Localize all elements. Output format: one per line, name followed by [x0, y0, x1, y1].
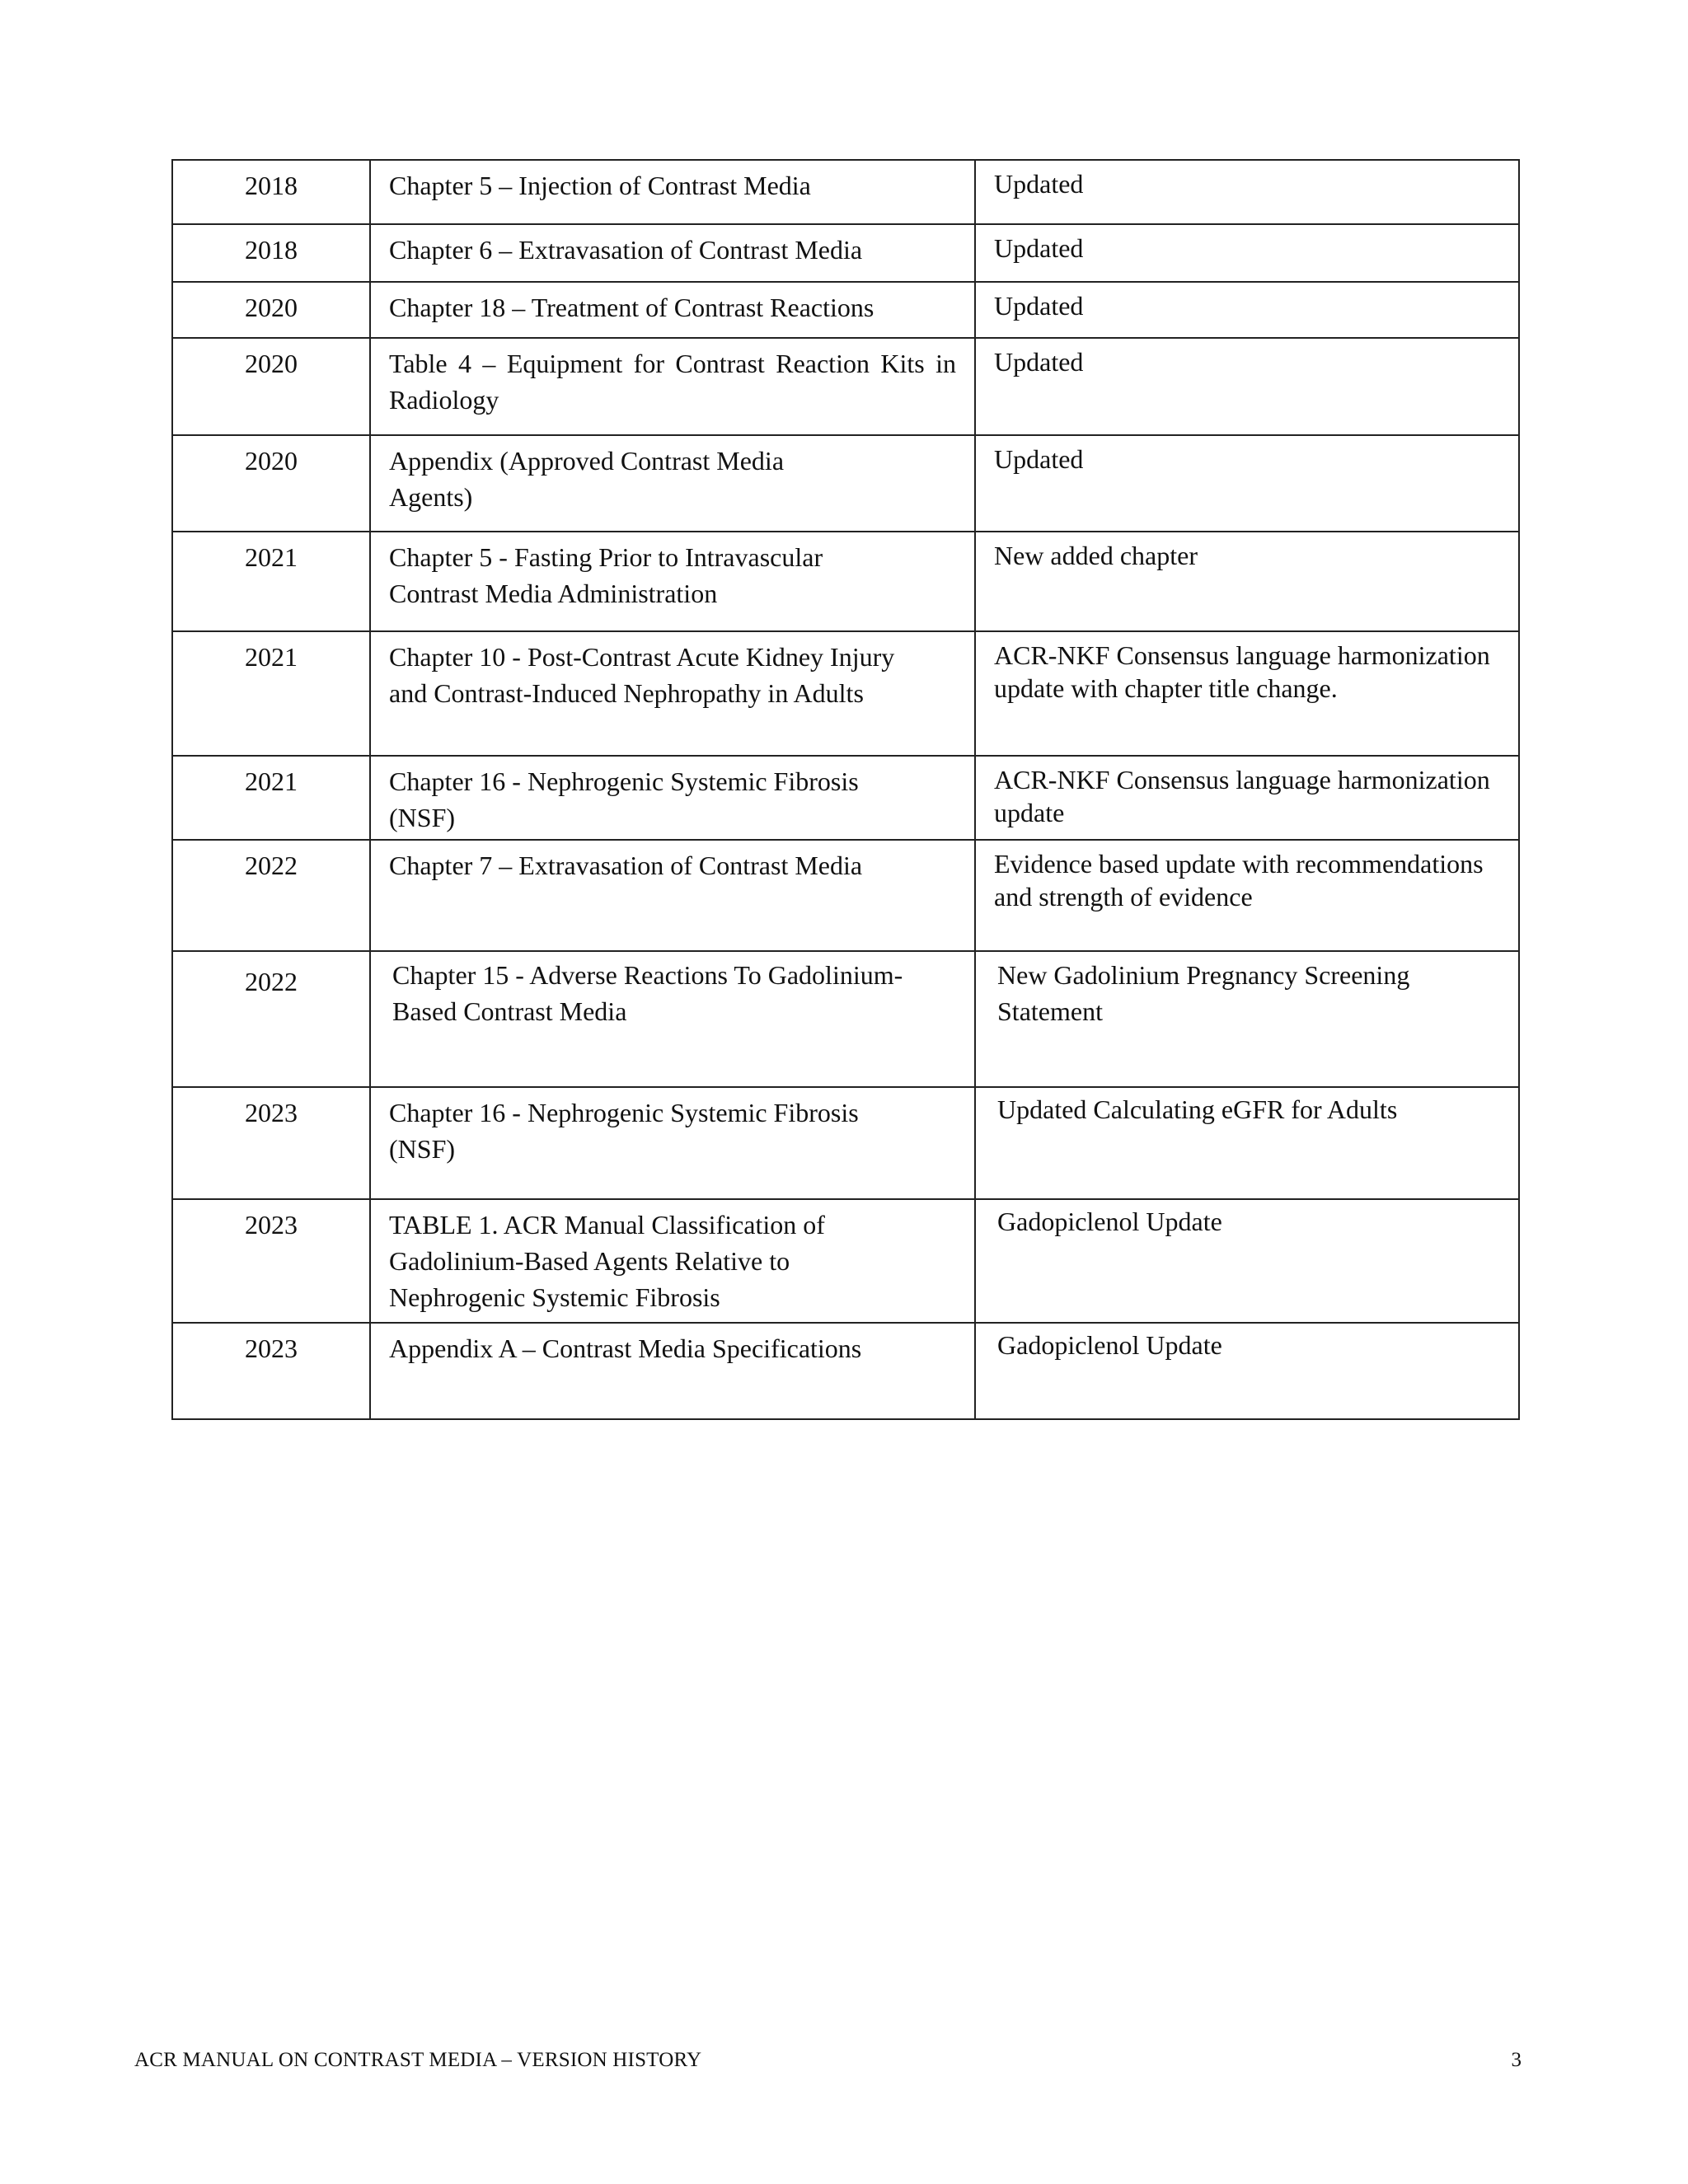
year-cell: 2022	[172, 840, 370, 951]
year-cell: 2023	[172, 1087, 370, 1199]
year-cell: 2021	[172, 756, 370, 840]
section-cell	[370, 631, 975, 756]
year-cell: 2020	[172, 282, 370, 338]
year-cell: 2020	[172, 338, 370, 435]
table-row	[172, 1087, 1519, 1199]
table-row	[172, 840, 1519, 951]
table-row	[172, 224, 1519, 282]
change-cell: Updated	[975, 224, 1519, 282]
change-cell: Gadopiclenol Update	[975, 1323, 1519, 1419]
section-text: Chapter 16 - Nephrogenic Systemic Fibrosis (NSF)	[389, 1098, 859, 1164]
footer-title: ACR MANUAL ON CONTRAST MEDIA – VERSION HISTORY	[134, 2049, 702, 2071]
section-cell	[370, 435, 975, 532]
version-history-table	[171, 159, 1520, 1420]
year-cell: 2023	[172, 1323, 370, 1419]
table-row	[172, 435, 1519, 532]
section-cell: Chapter 7 – Extravasation of Contrast Media	[370, 840, 975, 951]
section-cell	[370, 756, 975, 840]
section-cell: Chapter 18 – Treatment of Contrast Reactions	[370, 282, 975, 338]
section-text: Appendix (Approved Contrast Media Agents)	[389, 446, 785, 512]
table-row	[172, 160, 1519, 224]
table-row	[172, 951, 1519, 1087]
section-cell	[370, 532, 975, 631]
change-cell: New added chapter	[975, 532, 1519, 631]
section-cell: Chapter 5 – Injection of Contrast Media	[370, 160, 975, 224]
table-row	[172, 756, 1519, 840]
year-cell: 2021	[172, 532, 370, 631]
change-text: New Gadolinium Pregnancy Screening Statement	[997, 960, 1410, 1026]
year-cell: 2018	[172, 224, 370, 282]
section-text: Chapter 16 - Nephrogenic Systemic Fibrosis (NSF)	[389, 766, 859, 832]
change-cell: Gadopiclenol Update	[975, 1199, 1519, 1323]
table-row	[172, 532, 1519, 631]
change-cell: Evidence based update with recommendations and strength of evidence	[975, 840, 1519, 951]
change-cell: Updated	[975, 338, 1519, 435]
change-cell: Updated	[975, 282, 1519, 338]
year-cell: 2022	[172, 951, 370, 1087]
year-cell: 2020	[172, 435, 370, 532]
change-cell	[975, 951, 1519, 1087]
section-cell: Chapter 6 – Extravasation of Contrast Media	[370, 224, 975, 282]
change-cell: Updated Calculating eGFR for Adults	[975, 1087, 1519, 1199]
change-cell: Updated	[975, 160, 1519, 224]
section-cell	[370, 1199, 975, 1323]
table-row	[172, 1199, 1519, 1323]
page-number: 3	[1511, 2049, 1522, 2071]
change-cell: ACR-NKF Consensus language harmonization update with chapter title change.	[975, 631, 1519, 756]
change-cell: ACR-NKF Consensus language harmonization update	[975, 756, 1519, 840]
section-cell: Chapter 15 - Adverse Reactions To Gadolinium-Based Contrast Media	[370, 951, 975, 1087]
table-row	[172, 1323, 1519, 1419]
table-row	[172, 338, 1519, 435]
section-text: Chapter 5 - Fasting Prior to Intravascular Contrast Media Administration	[389, 542, 823, 608]
year-cell: 2021	[172, 631, 370, 756]
section-cell: Table 4 – Equipment for Contrast Reaction Kits in Radiology	[370, 338, 975, 435]
year-cell: 2018	[172, 160, 370, 224]
table-row	[172, 631, 1519, 756]
section-cell: Appendix A – Contrast Media Specifications	[370, 1323, 975, 1419]
section-cell	[370, 1087, 975, 1199]
change-cell: Updated	[975, 435, 1519, 532]
table-row	[172, 282, 1519, 338]
year-cell: 2023	[172, 1199, 370, 1323]
section-text: TABLE 1. ACR Manual Classification of Gadolinium-Based Agents Relative to Nephrogenic Systemic Fibrosis	[389, 1210, 825, 1312]
section-text: Chapter 10 - Post-Contrast Acute Kidney Injury and Contrast-Induced Nephropathy in Adults	[389, 642, 895, 708]
